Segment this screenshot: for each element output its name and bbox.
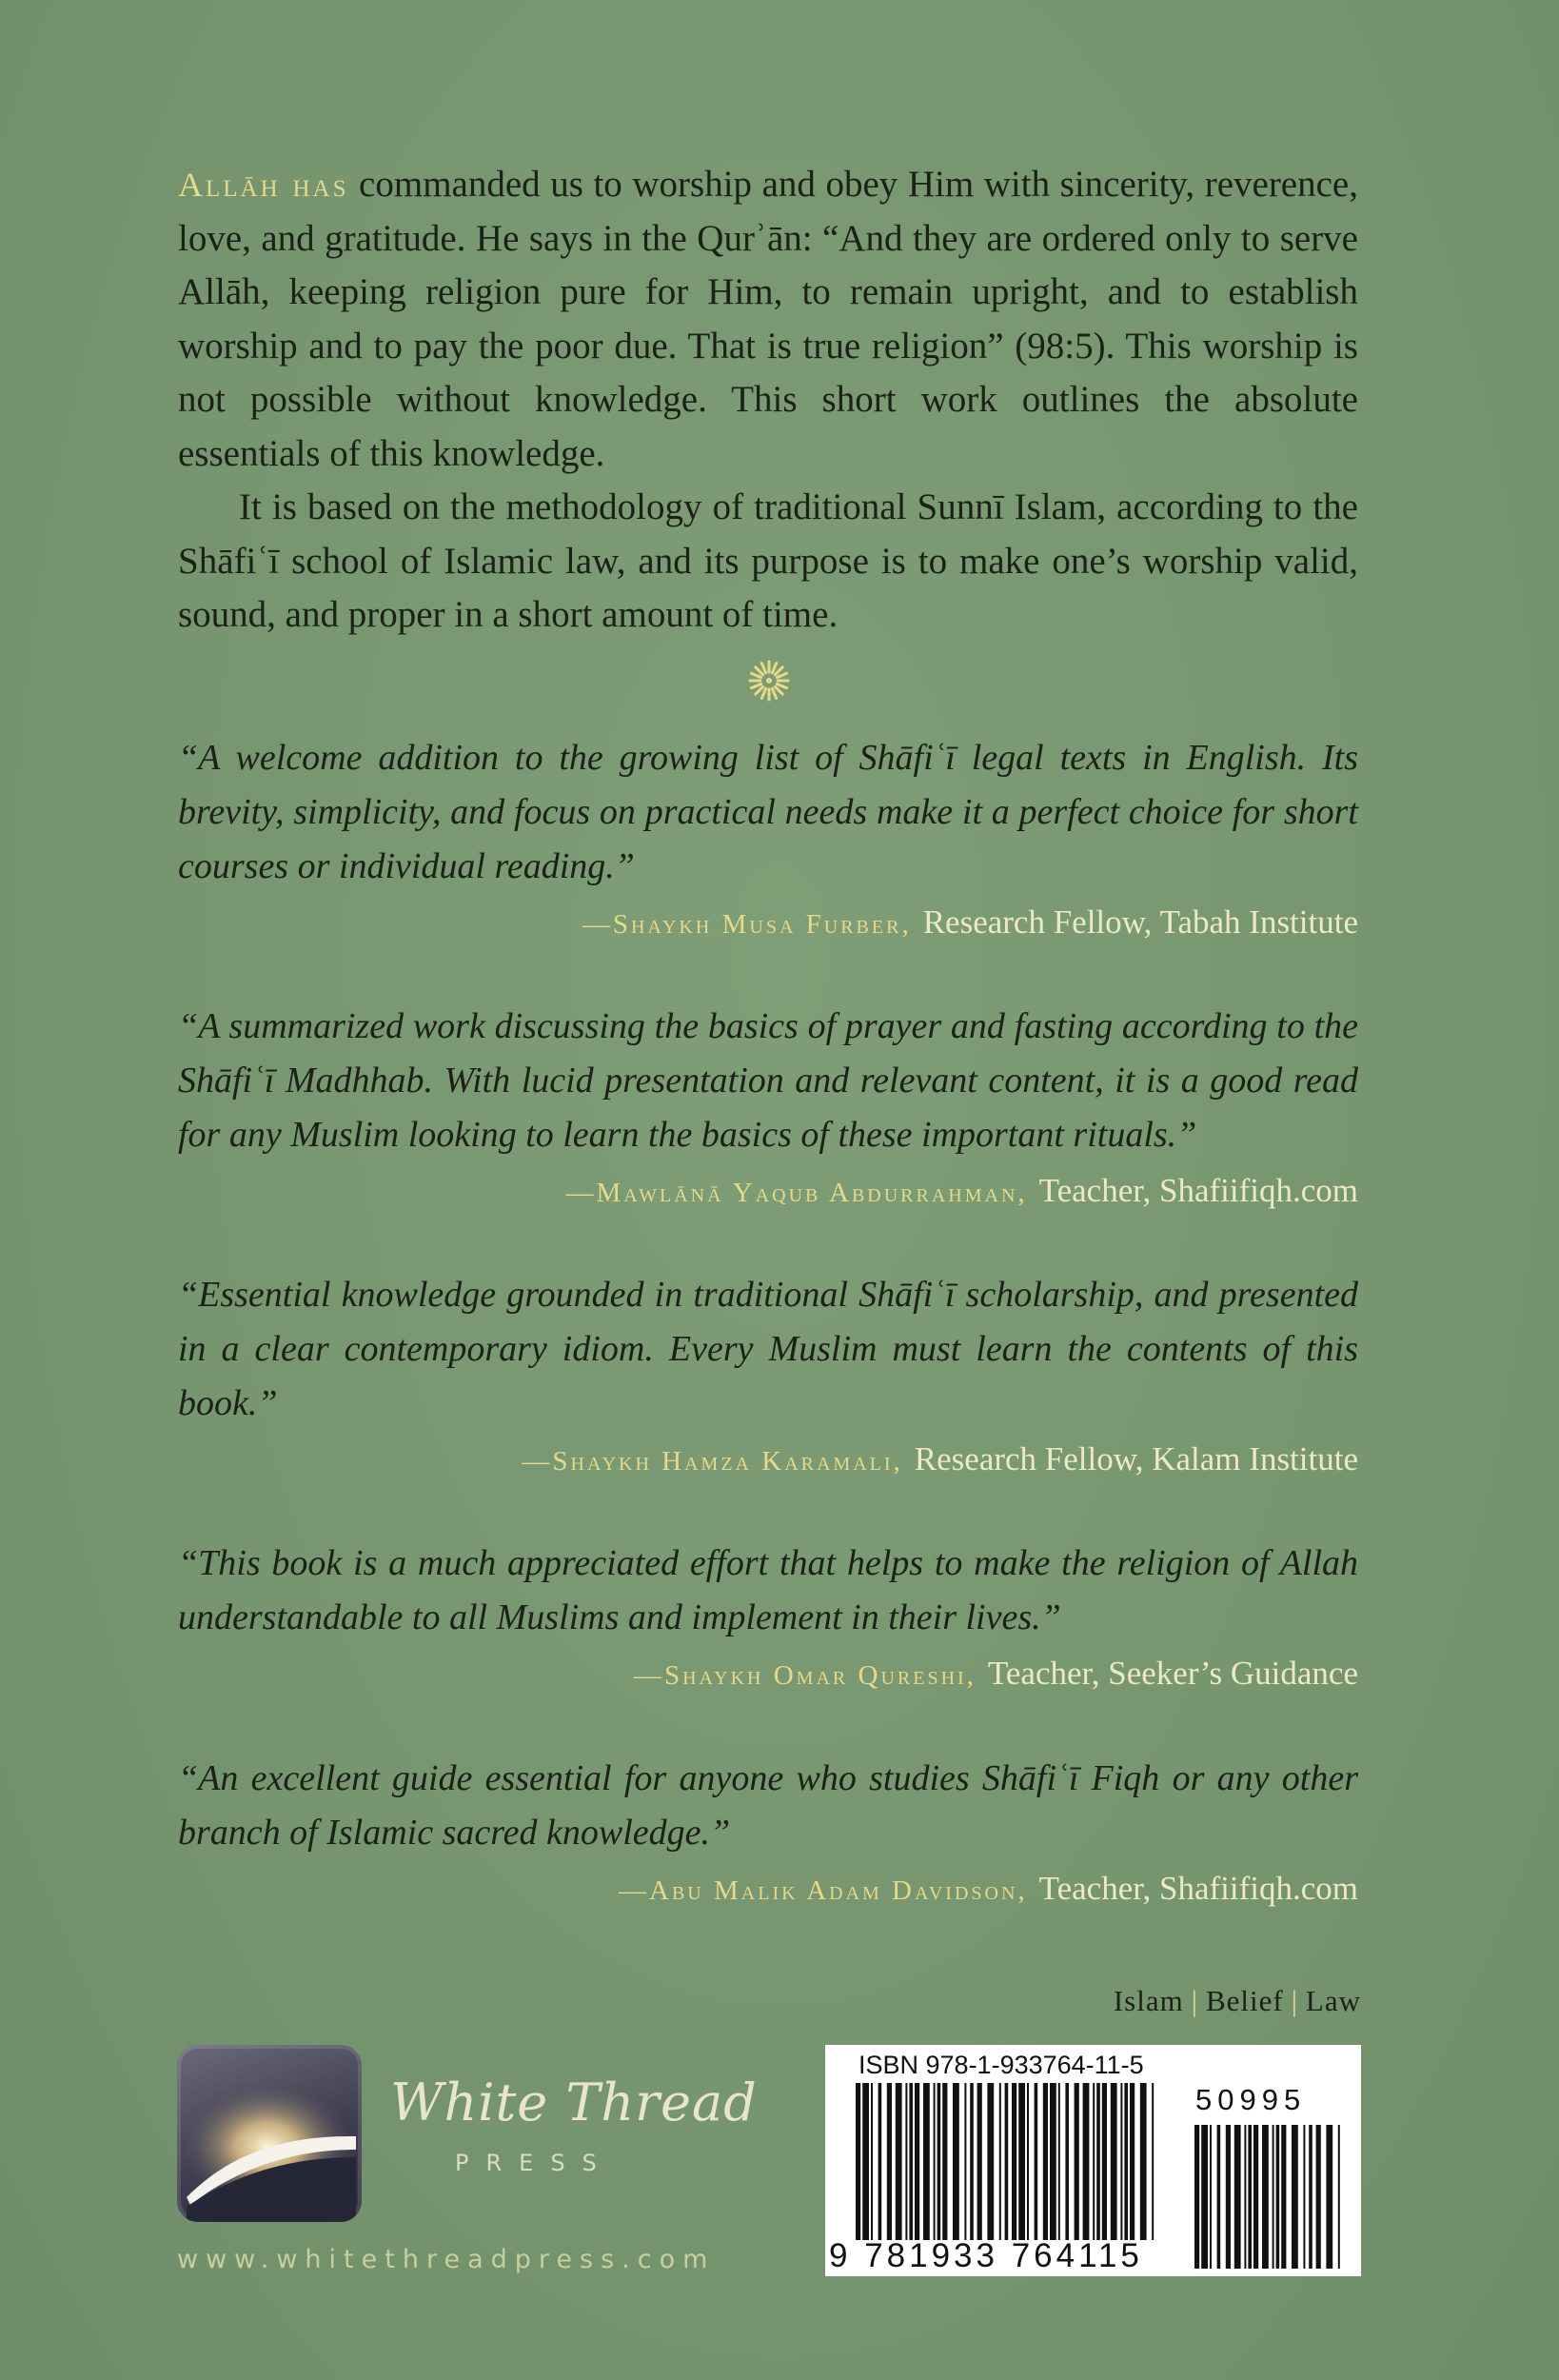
isbn-number: ISBN 978-1-933764-11-5 <box>858 2051 1144 2079</box>
barcode-bar <box>953 2083 959 2240</box>
barcode-bar <box>856 2083 860 2240</box>
barcode-bar <box>1140 2083 1147 2240</box>
publisher-website: www.whitethreadpress.com <box>177 2245 716 2274</box>
category-label: Islam <box>1113 1984 1184 2017</box>
price-code: 50995 <box>1195 2083 1307 2116</box>
barcode-bar <box>1292 2125 1298 2269</box>
barcode-bar <box>1102 2083 1107 2240</box>
barcode-bar <box>1096 2083 1100 2240</box>
quote-attribution <box>178 898 1358 948</box>
barcode-bar <box>1309 2125 1312 2269</box>
attribution-role: Teacher, Shafiifiqh.com <box>1038 1870 1358 1907</box>
barcode-bar <box>878 2083 882 2240</box>
quote-text: “Essential knowledge grounded in traditional Shāfiʿī scholarship, and presented in a clear contemporary idiom. Every Muslim must learn the contents of this book.” <box>178 1275 1358 1423</box>
barcode-bar <box>1338 2125 1340 2269</box>
logo-artwork <box>177 2045 362 2222</box>
quote-attribution <box>178 1435 1358 1485</box>
barcode-bar <box>1083 2083 1090 2240</box>
attribution-role: Teacher, Shafiifiqh.com <box>1038 1172 1358 1209</box>
quote-2 <box>178 1000 1358 1217</box>
quote-4 <box>178 1537 1358 1699</box>
barcode-bar <box>1018 2083 1025 2240</box>
attribution-role: Research Fellow, Tabah Institute <box>922 903 1358 941</box>
attribution-name: —Shaykh Musa Furber, <box>582 909 912 940</box>
quote-attribution <box>178 1864 1358 1914</box>
barcode-bar <box>1316 2125 1321 2269</box>
attribution-name: —Shaykh Hamza Karamali, <box>522 1446 903 1477</box>
barcode-bar <box>1262 2125 1269 2269</box>
sunburst-ornament-icon <box>745 657 793 704</box>
quote-5 <box>178 1752 1358 1914</box>
barcode-bar <box>1050 2083 1056 2240</box>
barcode-bar <box>1111 2083 1117 2240</box>
attribution-role: Research Fellow, Kalam Institute <box>914 1440 1358 1478</box>
barcode-bar <box>915 2083 919 2240</box>
barcode-bar <box>1043 2083 1048 2240</box>
barcode-bar <box>1058 2083 1060 2240</box>
barcode-bar <box>923 2083 930 2240</box>
barcode-bar <box>862 2083 869 2240</box>
barcode-bar <box>871 2083 873 2240</box>
barcode-bar <box>1035 2083 1038 2240</box>
quote-1 <box>178 731 1358 948</box>
isbn-barcode <box>825 2045 1361 2276</box>
barcode-bar <box>1276 2125 1280 2269</box>
barcode-bar <box>1152 2083 1154 2240</box>
intro-text <box>178 158 1358 643</box>
category-divider: | <box>1191 1984 1198 2017</box>
attribution-role: Teacher, Seeker’s Guidance <box>987 1655 1358 1692</box>
barcode-bar <box>1075 2083 1079 2240</box>
quote-text: “An excellent guide essential for anyone who studies Shāfiʿī Fiqh or any other branch of Islamic sacred knowledge.” <box>178 1758 1358 1853</box>
intro-paragraph-2: It is based on the methodology of traditional Sunnī Islam, according to the Shāfiʿī school of Islamic law, and its purpose is to make one’s worship valid, sound, and proper in a short amount of time. <box>178 486 1358 635</box>
barcode-bar <box>964 2083 966 2240</box>
barcode-bar <box>1027 2083 1029 2240</box>
barcode-bar <box>1005 2083 1009 2240</box>
barcode-bar <box>1234 2125 1241 2269</box>
quote-text: “A welcome addition to the growing list of Shāfiʿī legal texts in English. Its brevity, simplicity, and focus on practical needs make it a perfect choice for short courses or individual reading.” <box>178 738 1358 886</box>
barcode-bar <box>1303 2125 1305 2269</box>
barcode-bar <box>1281 2125 1286 2269</box>
barcode-bar <box>999 2083 1001 2240</box>
barcode-bar <box>937 2083 941 2240</box>
intro-paragraph-1-body: commanded us to worship and obey Him with sincerity, reverence, love, and gratitude. He says in the Qurʾān: “And they are ordered only to serve Allāh, keeping religion pure for Him, to remain upright, and to establish worship and to pay the poor due. That is true religion” (98:5). This worship is not possible without knowledge. This short work outlines the absolute essentials of this knowledge. <box>178 164 1358 474</box>
barcode-bar <box>1194 2125 1199 2269</box>
barcode-bar <box>1012 2083 1016 2240</box>
category-divider: | <box>1291 1984 1298 2017</box>
attribution-name: —Shaykh Omar Qureshi, <box>633 1660 977 1691</box>
white-thread-logo-icon <box>177 2045 362 2222</box>
barcode-bar <box>1226 2125 1231 2269</box>
barcode-bar <box>1217 2125 1221 2269</box>
barcode-bar <box>1065 2083 1069 2240</box>
intro-paragraph-1 <box>178 158 1358 481</box>
publisher-name: White Thread <box>390 2073 758 2132</box>
barcode-bar <box>1201 2125 1208 2269</box>
barcode-bar <box>1124 2083 1128 2240</box>
barcode-bar <box>1248 2125 1252 2269</box>
attribution-name: —Abu Malik Adam Davidson, <box>619 1875 1028 1906</box>
attribution-name: —Mawlānā Yaqub Abdurrahman, <box>565 1178 1028 1208</box>
quote-text: “This book is a much appreciated effort that helps to make the religion of Allah understandable to all Muslims and implement in their lives.” <box>178 1543 1358 1637</box>
barcode-bar <box>942 2083 947 2240</box>
quote-3 <box>178 1268 1358 1485</box>
barcode-bar <box>934 2083 936 2240</box>
barcode-bar <box>987 2083 994 2240</box>
quote-text: “A summarized work discussing the basics of prayer and fasting according to the Shāfiʿī Madhhab. With lucid presentation and relevant content, it is a good read for any Muslim looking to learn the basics of these important rituals.” <box>178 1006 1358 1155</box>
barcode-bar <box>1326 2125 1332 2269</box>
quote-attribution <box>178 1649 1358 1699</box>
barcode-bar <box>1273 2125 1274 2269</box>
barcode-bar <box>1253 2125 1258 2269</box>
quote-attribution <box>178 1166 1358 1217</box>
barcode-bar <box>1130 2083 1135 2240</box>
barcode-digits: 9 781933 764115 <box>829 2237 1143 2274</box>
barcode-bar <box>1244 2125 1246 2269</box>
barcode-bar <box>977 2083 982 2240</box>
subject-categories <box>1114 1984 1361 2018</box>
barcode-bar <box>1093 2083 1095 2240</box>
category-label: Law <box>1305 1984 1361 2017</box>
barcode-bar <box>887 2083 892 2240</box>
barcode-bar <box>1120 2083 1122 2240</box>
barcode-bar <box>896 2083 902 2240</box>
intro-lead-in: Allāh has <box>178 166 349 204</box>
barcode-bar <box>1210 2125 1212 2269</box>
category-label: Belief <box>1205 1984 1284 2017</box>
publisher-subtitle: PRESS <box>455 2150 614 2176</box>
barcode-bar <box>909 2083 913 2240</box>
barcode-bar <box>905 2083 907 2240</box>
barcode-bar <box>970 2083 974 2240</box>
publisher-brand <box>390 2073 758 2176</box>
